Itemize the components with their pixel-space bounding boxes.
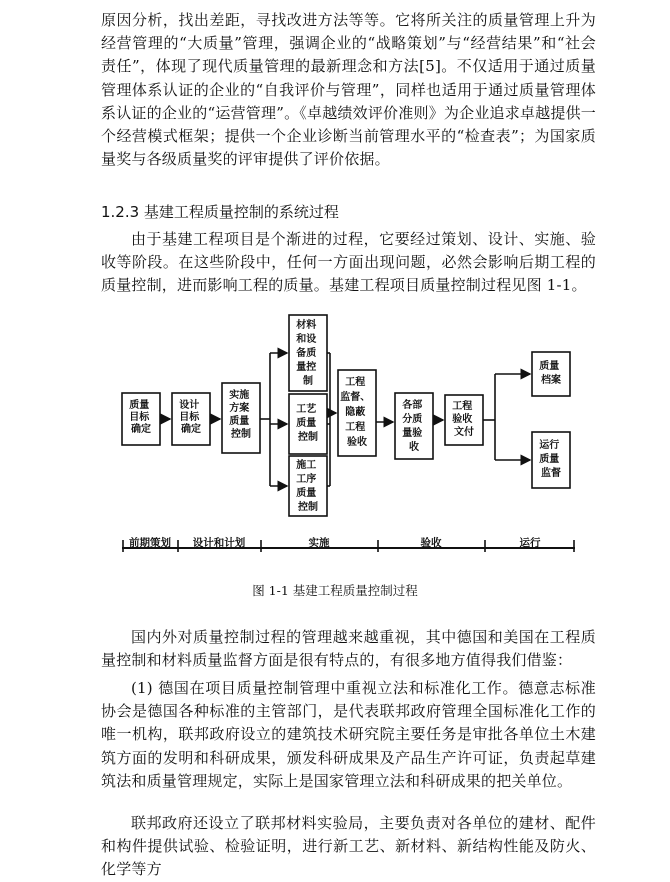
box-quality-archive-text: 质量 档案 bbox=[539, 361, 561, 386]
box-partial-acceptance-text: 各部 分质 量验 收 bbox=[402, 400, 423, 453]
box-project-acceptance-text: 工程 验收 文付 bbox=[452, 401, 474, 438]
phase-acceptance: 验收 bbox=[420, 537, 442, 549]
paragraph-3: 国内外对质量控制过程的管理越来越重视，其中德国和美国在工程质量控制和材料质量监督方面是很有特点的，有很多地方值得我们借鉴： bbox=[101, 628, 596, 670]
box-quality-archive bbox=[532, 352, 570, 396]
box-implementation-plan-text: 实施 方案 质量 控制 bbox=[229, 390, 251, 440]
box-operation-supervision-text: 运行 质量 监督 bbox=[539, 440, 561, 479]
box-supervision-acceptance-text: 工程 监督、 隐蔽 工程 验收 bbox=[340, 377, 371, 448]
paragraph-2: 由于基建工程项目是个渐进的过程，它要经过策划、设计、实施、验收等阶段。在这些阶段中，任何一方面出现问题，必然会影响后期工程的质量控制，进而影响工程的质量。基建工程项目质量控制过程见图 1-1。 bbox=[101, 230, 596, 295]
box-quality-goal-text: 质量 目标 确定 bbox=[129, 400, 151, 435]
phase-operation: 运行 bbox=[519, 537, 541, 549]
paragraph-4: (1) 德国在项目质量控制管理中重视立法和标准化工作。德意志标准协会是德国各种标准的主管部门，是代表联邦政府管理全国标准化工作的唯一机构，联邦政府设立的建筑技术研究院主要任务是审批各单位土木建筑方面的发明和科研成果，颁发科研成果及产品生产许可证，负责起草建筑法和质量管理规定，实际上是国家管理立法和科研成果的把关单位。 bbox=[101, 679, 596, 790]
paragraph-5: 联邦政府还设立了联邦材料实验局，主要负责对各单位的建材、配件和构件提供试验、检验证明，进行新工艺、新材料、新结构性能及防火、化学等方 bbox=[101, 814, 596, 879]
box-construction-procedure-text: 施工 工序 质量 控制 bbox=[296, 460, 318, 513]
phase-planning: 前期策划 bbox=[129, 537, 171, 549]
box-design-goal-text: 设计 目标 确定 bbox=[179, 400, 201, 435]
paragraph-1: 原因分析，找出差距，寻找改进方法等等。它将所关注的质量管理上升为经营管理的“大质量”管理，强调企业的“战略策划”与“经营结果”和“社会责任”，体现了现代质量管理的最新理念和方法[5]。不仅适用于通过质量管理体系认证的企业的“自我评价与管理”，同样也适用于通过质量管理体系认证的企业的“运营管理”。《卓越绩效评价准则》为企业追求卓越提供一个经营模式框架；提供一个企业诊断当前管理水平的“检查表”；为国家质量奖与各级质量奖的评审提供了评价依据。 bbox=[101, 11, 596, 169]
phase-implementation: 实施 bbox=[308, 537, 330, 549]
section-heading: 1.2.3 基建工程质量控制的系统过程 bbox=[101, 203, 339, 221]
box-material-equipment-text: 材料 和设 备质 量控 制 bbox=[296, 320, 317, 387]
figure-caption: 图 1-1 基建工程质量控制过程 bbox=[252, 583, 418, 598]
box-process-quality-text: 工艺 质量 控制 bbox=[296, 404, 318, 443]
phase-design: 设计和计划 bbox=[192, 537, 246, 549]
